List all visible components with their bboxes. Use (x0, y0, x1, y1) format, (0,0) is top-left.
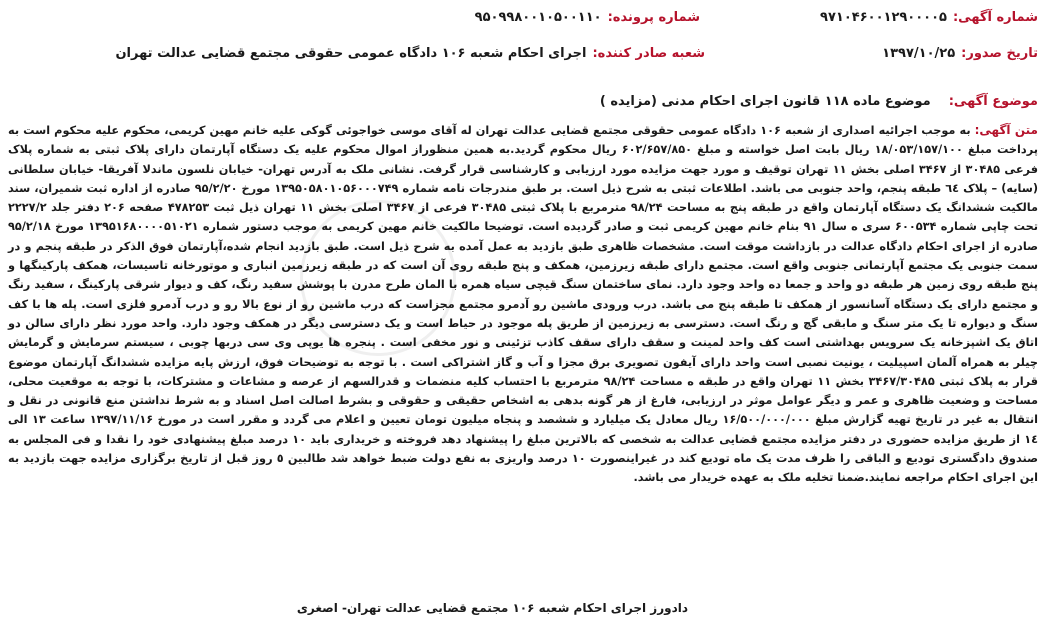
body-text: به موجب اجرائیه اصداری از شعبه ۱۰۶ دادگاه عمومی حقوقی مجتمع قضایی عدالت تهران له آقای موسی خواجوئی گوکی علیه خانم مهین کریمی، محکوم علیه محکوم است به پرداخت مبلغ ۱۸/۰۵۳/۱۵۷/۱۰۰ ریال بابت اصل خواسته و مبلغ ۶۰۲/۶۵۷/۸۵۰ ریال محکوم گردید.به همین منظوراز اموال محکوم علیه یک دستگاه آپارتمان دارای پلاک ثبتی به شماره پلاک فرعی ۳۰۴۸۵ از ۳۴۶۷ اصلی بخش ۱۱ تهران توقیف و مورد جهت مزایده مورد ارزیابی و کارشناسی قرار گرفت. نشانی ملک به آدرس تهران- خیابان نلسون ماندلا آفریقا- خیابان سلطانی (سایه) – پلاک ٦٤ طبقه پنجم، واحد جنوبی می باشد. اطلاعات ثبتی به شرح ذیل است. بر طبق مندرجات نامه شماره ۱۳۹۵۰۵۸۰۱۰۵۶۰۰۰۷۴۹ مورخ ۹۵/۲/۲۰ صادره از اداره ثبت شمیران، سند مالکیت ششدانگ یک دستگاه آپارتمان واقع در طبقه پنج به مساحت ۹۸/۲۴ مترمربع با پلاک ثبتی ۳۰۴۸۵ فرعی از ۳۴۶۷ اصلی بخش ۱۱ تهران ذیل ثبت ۴۷۸۲۵۳ صفحه ۲۰۶ دفتر جلد ۲۲۲۷/۲ تحت چاپی شماره ۶۰۰۵۳۴ سری ه سال ۹۱ بنام خانم مهین کریمی ثبت و صادر گردیده است. توضیحا مالکیت خانم مهین کریمی به موجب دستور شماره ۱۳۹۵۱۶۸۰۰۰۰۵۱۰۲۱ مورخ ۹۵/۲/۱۸ صادره از اجرای احکام دادگاه عدالت در بازداشت موقت است. مشخصات ظاهری طبق بازدید به عمل آمده به شرح ذیل است. طبق بازدید انجام شده،آپارتمان فوق الذکر در طبقه پنجم و در سمت جنوبی یک مجتمع آپارتمانی جنوبی واقع است. مجتمع دارای طبقه زیرزمین، همکف و پنج طبقه روی آن است که در طبقه زیرزمین انباری و موتورخانه تاسیسات، همکف پارکینگها و پنج طبقه روی زمین هر طبقه دو واحد و جمعا ده واحد وجود دارد. نمای ساختمان سنگ قیچی سیاه همره با المان طرح مدرن با پوشش سفید رنگ، کف و دیوار شرقی پارکینگ ، سفید رنگ و مجتمع دارای یک دستگاه آسانسور از همکف تا طبقه پنج می باشد. درب ورودی ماشین رو آدمرو مجتمع مجزاست که درب ماشین رو از نوع بالا رو و درب آدمرو فلزی است. پله ها با کف سنگ و دیواره تا یک متر سنگ و مابقی گچ و رنگ است. دسترسی به زیرزمین از طریق پله موجود در حیاط است و یک دسترسی دیگر در همکف وجود دارد. واحد مورد نظر دارای سالن دو اتاق یک اشپزخانه یک سرویس بهداشتی است کف واحد لمینت و سقف دارای سقف کاذب تزئینی و نور مخفی است . پنجره ها یوپی وی سی دربها چوبی ، سیستم سرمایش و گرمایش چیلر به همراه آلمان اسپیلیت ، یونیت نصبی است واحد دارای آیفون تصویری برق مجزا و آب و گاز اشتراکی است . با توجه به توضیحات فوق، ارزش پایه مزایده ششدانگ آپارتمان موضوع قرار به پلاک ثبتی ۳۴۶۷/۳۰۴۸۵ بخش ۱۱ تهران واقع در طبقه ه مساحت ۹۸/۲۴ مترمربع با احتساب کلیه منضمات و قدرالسهم از عرصه و مشاعات و مشترکات، با توجه به موقعیت محلی، مساحت و وضعیت ظاهری و عمر و دیگر عوامل موثر در ارزیابی، فارغ از هر گونه بدهی به اشخاص حقیقی و حقوقی و بشرط اصالت اصل اسناد و به شرط نداشتن منع قانونی در نقل و انتقال به غیر در تاریخ تهیه گزارش مبلغ ۱۶/۵۰۰/۰۰۰/۰۰۰ ریال معادل یک میلیارد و ششصد و پنجاه میلیون تومان تعیین و اعلام می گردد و مقرر است در مورخ ۱۳۹۷/۱۱/۱۶ ساعت ۱۳ الی ۱٤ از طریق مزایده حضوری در دفتر مزایده مجتمع قضایی عدالت به شخصی که بالاترین مبلغ را پیشنهاد دهد فروخته و خریداری باید ۱۰ درصد مبلغ پیشنهادی خود را نقدا و فی المجلس به صندوق دادگستری تودیع و الباقی را ظرف مدت یک ماه تودیع کند در غیراینصورت ۱۰ درصد واریزی به نفع دولت ضبط خواهد شد طالبین ٥ روز قبل از تاریخ برگزاری مزایده جهت بازدید به این اجرای احکام مراجعه نمایند.ضمنا تخلیه ملک به عهده خریدار می باشد. (8, 124, 1039, 485)
ad-number-value: ۹۷۱۰۴۶۰۰۱۲۹۰۰۰۰۵ (820, 10, 947, 25)
file-number-field (475, 10, 700, 25)
ad-number-label: شماره آگهی: (952, 10, 1038, 25)
issue-date-field (882, 46, 1038, 61)
issuing-branch-value: اجرای احکام شعبه ۱۰۶ دادگاه عمومی حقوقی مجتمع قضایی عدالت تهران (115, 46, 587, 61)
subject-value: موضوع ماده ۱۱۸ قانون اجرای احکام مدنی (مزایده ) (599, 94, 931, 109)
notice-body (8, 121, 1038, 488)
ad-number-field (820, 10, 1038, 25)
issue-date-label: تاریخ صدور: (961, 46, 1038, 61)
file-number-label: شماره پرونده: (607, 10, 700, 25)
issue-date-value: ۱۳۹۷/۱۰/۲۵ (882, 46, 956, 61)
issuing-branch-label: شعبه صادر کننده: (592, 46, 705, 61)
signature-line: دادورز اجرای احکام شعبه ۱۰۶ مجتمع قضایی عدالت تهران- اصغری (296, 601, 688, 615)
file-number-value: ۹۵۰۹۹۸۰۰۱۰۵۰۰۱۱۰ (474, 10, 602, 25)
subject-label: موضوع آگهی: (948, 94, 1038, 109)
issuing-branch-field (115, 46, 705, 61)
body-label: متن آگهی: (974, 123, 1038, 137)
notice-subject (600, 94, 1038, 109)
